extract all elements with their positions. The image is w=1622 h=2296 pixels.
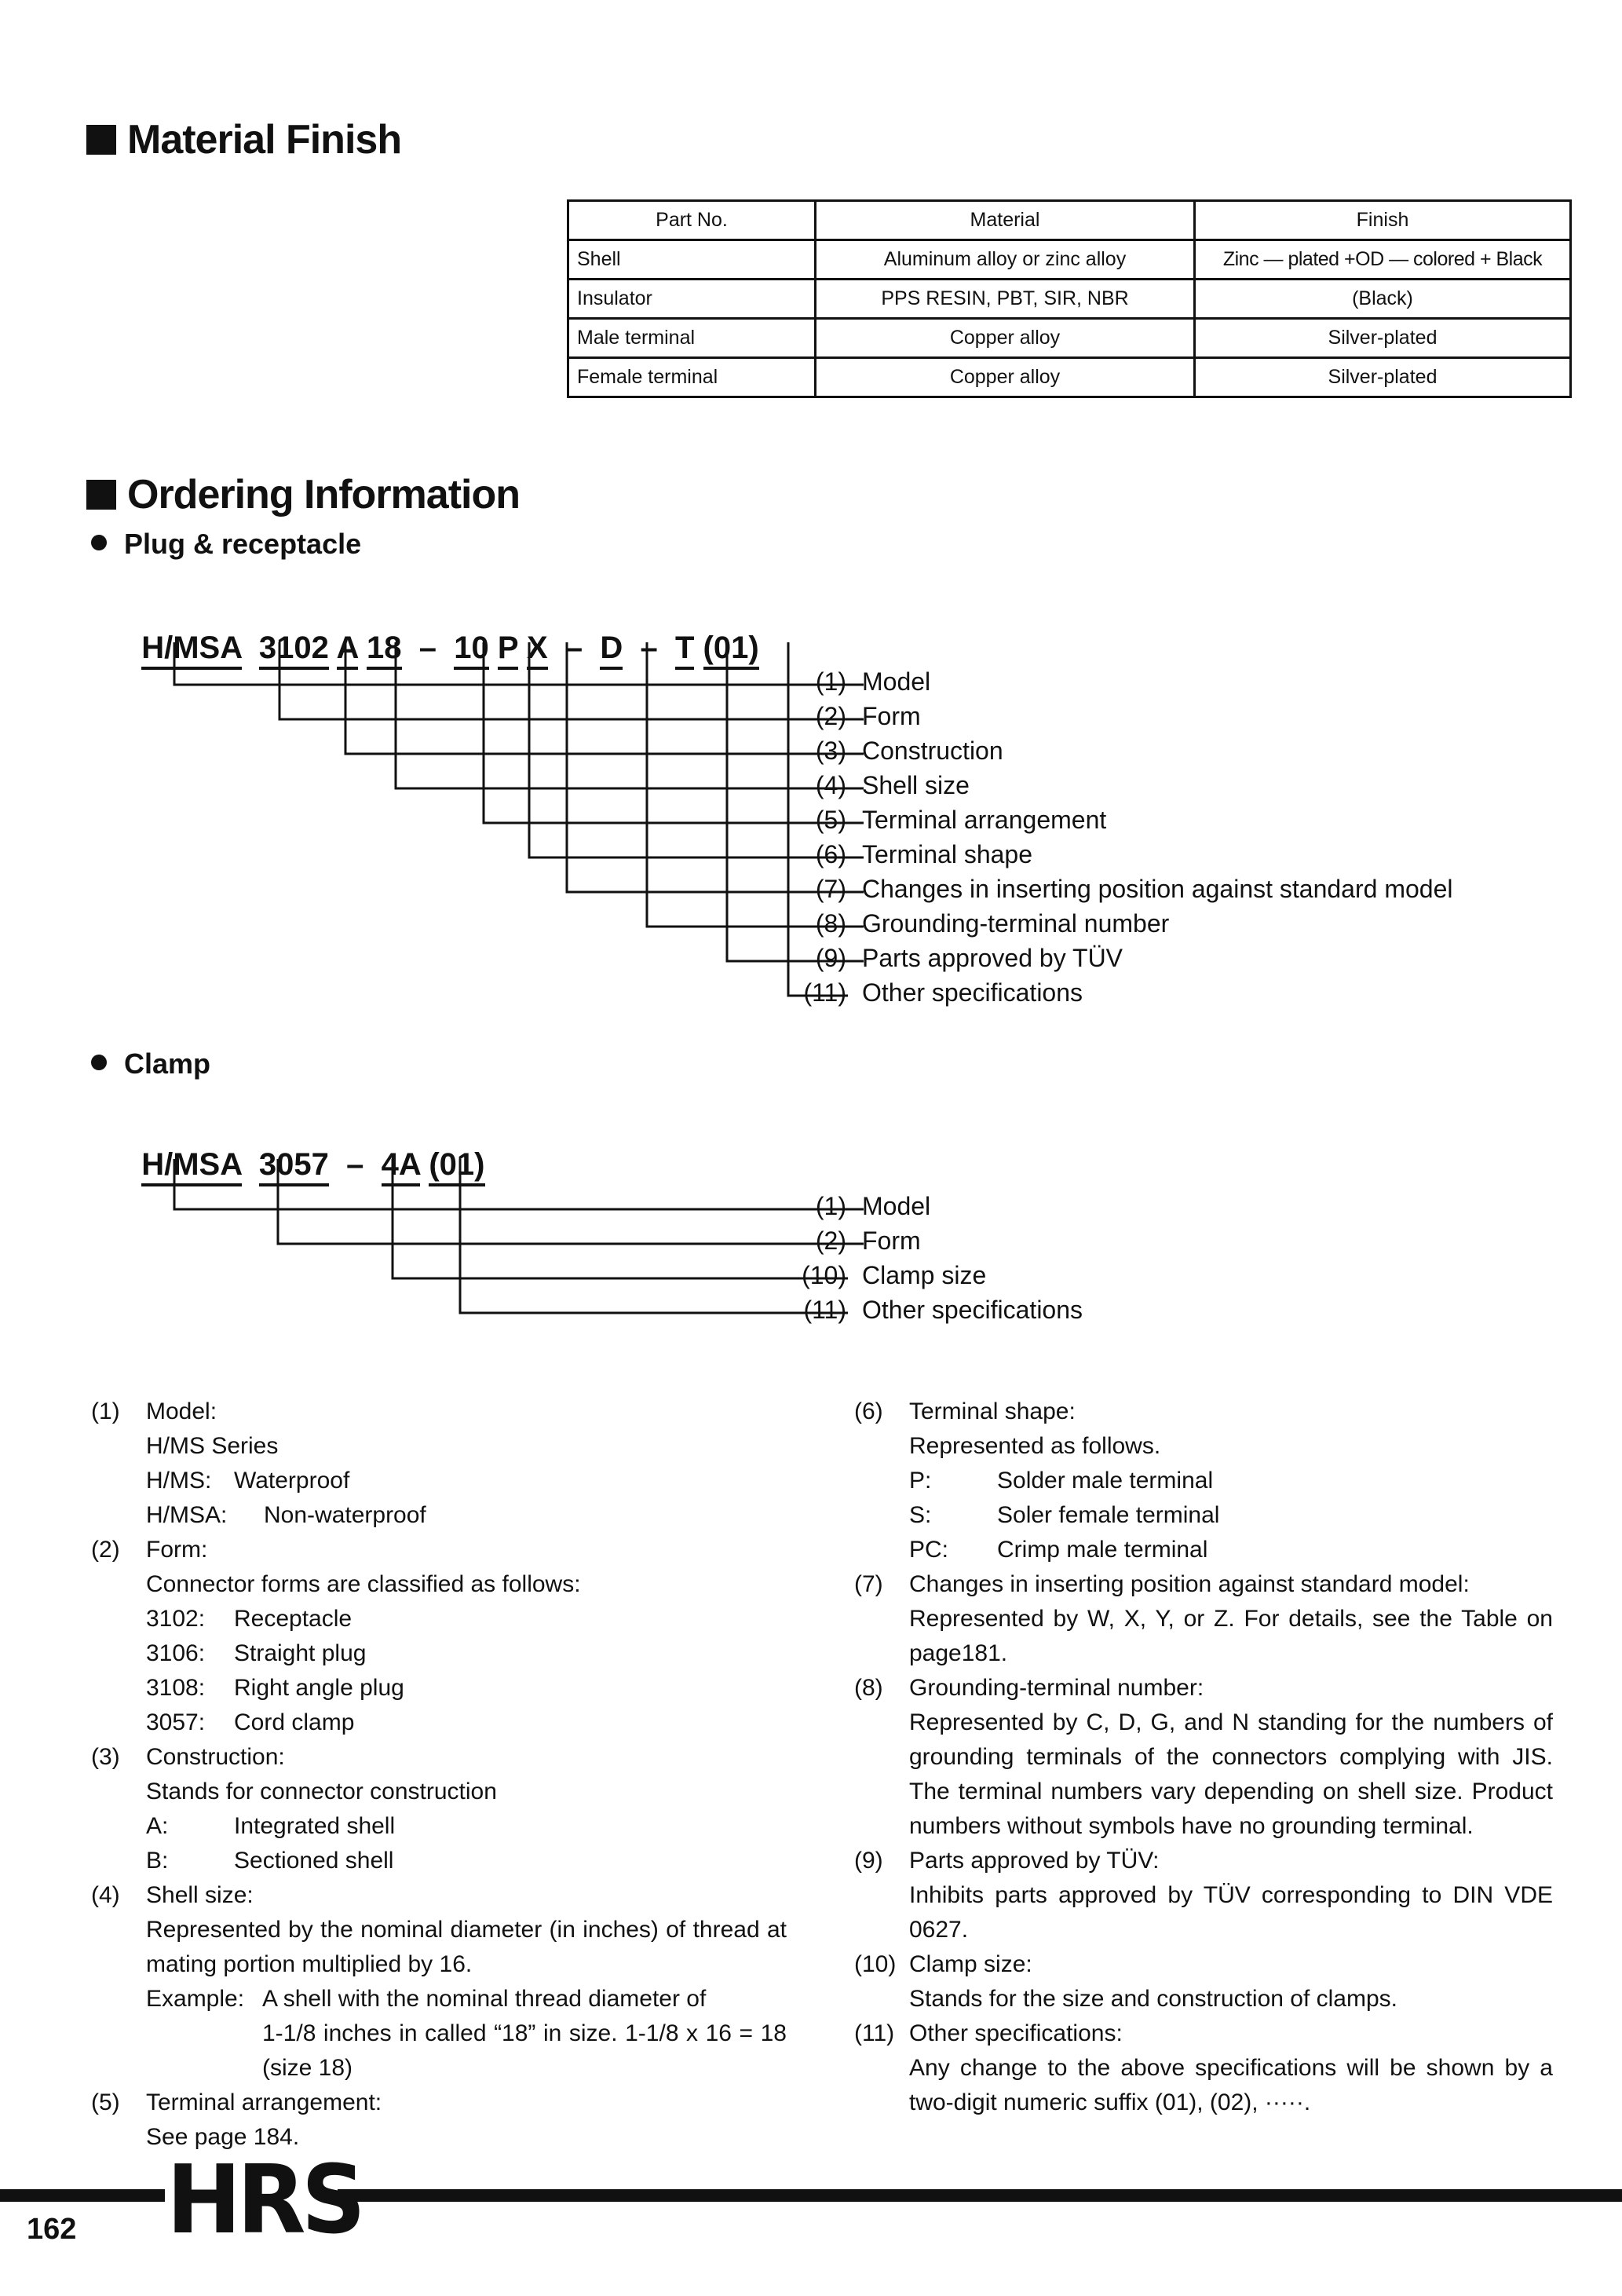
clamp-code: [124, 1112, 485, 1183]
code-inserting-position: X: [527, 631, 548, 670]
table-cell: Female terminal: [568, 358, 816, 397]
clamp-label: (1) Model: [815, 1192, 931, 1220]
code-form: 3102: [259, 631, 329, 670]
clamp-label: (2) Form: [815, 1227, 921, 1255]
table-cell: Insulator: [568, 280, 816, 319]
code-grounding: D: [600, 631, 623, 670]
code-dash: –: [418, 631, 437, 665]
code-tuv: T: [675, 631, 694, 670]
table-cell: Silver-plated: [1195, 319, 1571, 358]
code-clamp-size: 4A: [382, 1147, 421, 1186]
explanation-form: (2) Form: Connector forms are classified as follows: 3102: Receptacle 3106: Straight plug 3108: Right angle plug 3057: Cord clamp: [91, 1537, 581, 1735]
clamp-label: (10) Clamp size: [802, 1261, 987, 1289]
table-cell: PPS RESIN, PBT, SIR, NBR: [816, 280, 1195, 319]
explanation-clamp-size: (10) Clamp size: Stands for the size and construction of clamps.: [854, 1951, 1397, 2012]
plug-label: (9) Parts approved by TÜV: [815, 944, 1123, 972]
explanation-other: (11) Other specifications: Any change to the above specifications will be shown by a two-digit numeric suffix (01), (02), ·····.: [854, 2020, 1553, 2115]
material-finish-heading: Material Finish: [86, 116, 401, 163]
page-number: 162: [27, 2213, 77, 2246]
code-dash: –: [564, 631, 583, 665]
table-header: Material: [816, 201, 1195, 240]
code-shell-size: 18: [367, 631, 402, 670]
plug-label: (8) Grounding-terminal number: [815, 909, 1170, 938]
table-cell: Copper alloy: [816, 319, 1195, 358]
hrs-logo: HRS: [166, 2146, 362, 2255]
plug-label: (4) Shell size: [815, 771, 970, 799]
code-dash: –: [346, 1147, 364, 1182]
explanation-terminal-shape: (6) Terminal shape: Represented as follows. P: Solder male terminal S: Soler female terminal PC: Crimp male terminal: [854, 1398, 1220, 1563]
explanation-tuv: (9) Parts approved by TÜV: Inhibits parts approved by TÜV corresponding to DIN VDE 0627.: [854, 1848, 1553, 1943]
code-terminal-shape: P: [498, 631, 518, 670]
footer-rule-left: [0, 2189, 165, 2202]
explanation-changes: (7) Changes in inserting position against standard model: Represented by W, X, Y, or Z. For details, see the Table on page181.: [854, 1571, 1553, 1666]
plug-label: (11) Other specifications: [803, 978, 1083, 1007]
table-cell: Aluminum alloy or zinc alloy: [816, 240, 1195, 280]
table-cell: Shell: [568, 240, 816, 280]
code-model: H/MSA: [141, 1147, 241, 1186]
footer-rule-right: [338, 2189, 1622, 2202]
code-dash: –: [640, 631, 658, 665]
explanation-shell-size: (4) Shell size: Represented by the nominal diameter (in inches) of thread at mating portion multiplied by 16. Example: A shell with the nominal thread diameter of 1-1/8 inches in called “18” in size. 1-1/8 x 16 = 18 (size 18): [91, 1882, 787, 2081]
table-cell: Copper alloy: [816, 358, 1195, 397]
table-header: Finish: [1195, 201, 1571, 240]
code-other: (01): [703, 631, 759, 670]
explanation-terminal-arrangement: (5) Terminal arrangement: See page 184.: [91, 2089, 382, 2150]
code-form: 3057: [259, 1147, 329, 1186]
plug-label: (2) Form: [815, 702, 921, 730]
code-model: H/MSA: [141, 631, 241, 670]
explanation-model: (1) Model: H/MS Series H/MS: Waterproof H/MSA: Non-waterproof: [91, 1398, 426, 1528]
explanation-construction: (3) Construction: Stands for connector construction A: Integrated shell B: Sectioned shell: [91, 1744, 497, 1874]
bullet-icon: [91, 1055, 107, 1070]
plug-label: (5) Terminal arrangement: [815, 806, 1107, 834]
plug-label: (7) Changes in inserting position against standard model: [815, 875, 1453, 903]
plug-code: [124, 595, 759, 666]
plug-receptacle-bullet: Plug & receptacle: [91, 528, 361, 561]
ordering-information-heading: Ordering Information: [86, 471, 520, 518]
plug-label: (1) Model: [815, 667, 931, 696]
table-header: Part No.: [568, 201, 816, 240]
plug-label: (3) Construction: [815, 737, 1003, 765]
clamp-label: (11) Other specifications: [803, 1296, 1083, 1324]
code-construction: A: [337, 631, 358, 670]
plug-label: (6) Terminal shape: [815, 840, 1032, 868]
table-cell: Male terminal: [568, 319, 816, 358]
clamp-bullet: Clamp: [91, 1047, 210, 1080]
table-cell: (Black): [1195, 280, 1571, 319]
table-cell: Silver-plated: [1195, 358, 1571, 397]
table-cell: Zinc — plated +OD — colored + Black: [1195, 240, 1571, 280]
code-terminal-arrangement: 10: [454, 631, 489, 670]
code-other: (01): [429, 1147, 484, 1186]
explanations-left-column: [91, 1395, 798, 2155]
explanations-right-column: [854, 1395, 1553, 2120]
explanation-grounding: (8) Grounding-terminal number: Represented by C, D, G, and N standing for the numbers of grounding terminals of the connectors complying with JIS. The terminal numbers vary depending on shell size. Product numbers without symbols have no grounding terminal.: [854, 1675, 1553, 1839]
